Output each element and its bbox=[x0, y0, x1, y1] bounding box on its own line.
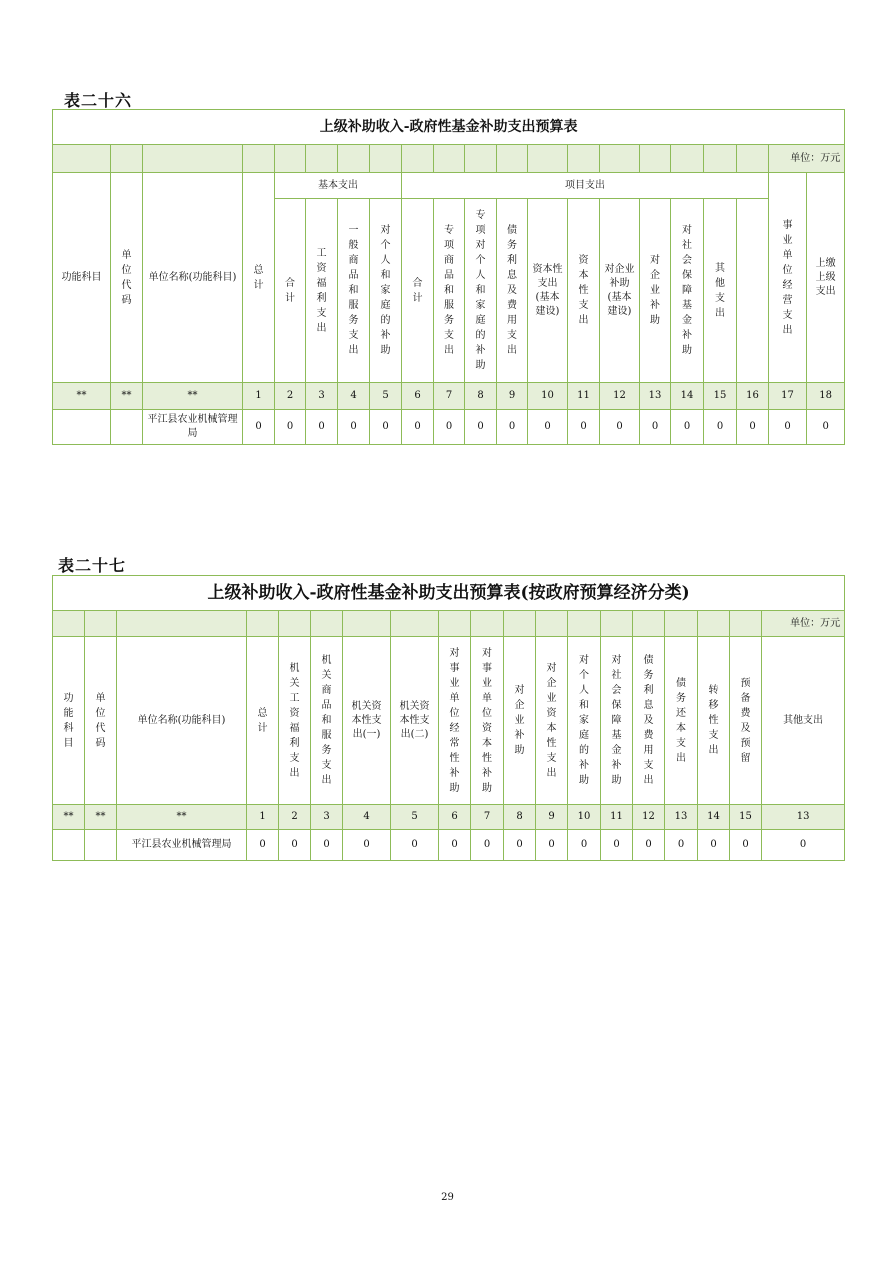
table26-index-row bbox=[53, 383, 845, 410]
index-cell: 13 bbox=[640, 383, 671, 410]
table26-unit: 单位：万元 bbox=[769, 145, 845, 173]
data-cell bbox=[53, 830, 85, 861]
index-cell: 9 bbox=[497, 383, 528, 410]
index-cell: 13 bbox=[762, 805, 845, 830]
index-cell: 17 bbox=[769, 383, 807, 410]
header-project-other: 其他支出 bbox=[704, 199, 737, 383]
data-cell: 0 bbox=[640, 410, 671, 445]
header-project-special-goods: 专项商品和服务支出 bbox=[434, 199, 465, 383]
data-cell: 0 bbox=[601, 830, 633, 861]
index-cell: 2 bbox=[279, 805, 311, 830]
header-personal: 对个人和家庭的补助 bbox=[568, 637, 601, 805]
index-cell: ** bbox=[111, 383, 143, 410]
header-reserve: 预备费及预留 bbox=[730, 637, 762, 805]
index-cell: 12 bbox=[633, 805, 665, 830]
page-number: 29 bbox=[441, 1192, 454, 1203]
header-project-spacer bbox=[737, 199, 769, 383]
header-project-ent-capital: 对企业补助(基本建设) bbox=[600, 199, 640, 383]
data-cell: 0 bbox=[465, 410, 497, 445]
data-cell: 0 bbox=[471, 830, 504, 861]
data-cell: 0 bbox=[275, 410, 306, 445]
header-social: 对社会保障基金补助 bbox=[601, 637, 633, 805]
data-cell: 0 bbox=[807, 410, 845, 445]
table27 bbox=[52, 575, 845, 861]
header-other: 其他支出 bbox=[762, 637, 845, 805]
data-cell: 0 bbox=[370, 410, 402, 445]
header-ent-capital: 对企业资本性支出 bbox=[536, 637, 568, 805]
table27-unit-row bbox=[53, 611, 845, 637]
table26-unit-row bbox=[53, 145, 845, 173]
header-project-debt: 债务利息及费用支出 bbox=[497, 199, 528, 383]
index-cell: 13 bbox=[665, 805, 698, 830]
header-upper: 上缴上级支出 bbox=[807, 173, 845, 383]
header-project-ent: 对企业补助 bbox=[640, 199, 671, 383]
header-operating: 事业单位经营支出 bbox=[769, 173, 807, 383]
table-row bbox=[53, 410, 845, 445]
header-debt-repay: 债务还本支出 bbox=[665, 637, 698, 805]
data-cell: 0 bbox=[730, 830, 762, 861]
index-cell: 18 bbox=[807, 383, 845, 410]
header-project-capital: 资本性支出(基本建设) bbox=[528, 199, 568, 383]
header-basic-goods: 一般商品和服务支出 bbox=[338, 199, 370, 383]
header-func-subject: 功能科目 bbox=[53, 637, 85, 805]
header-project-capital2: 资本性支出 bbox=[568, 199, 600, 383]
header-total: 总计 bbox=[247, 637, 279, 805]
unit-name-cell: 平江县农业机械管理局 bbox=[117, 830, 247, 861]
data-cell: 0 bbox=[311, 830, 343, 861]
header-ent: 对企业补助 bbox=[504, 637, 536, 805]
index-cell: ** bbox=[143, 383, 243, 410]
header-inst-capital: 对事业单位资本性补助 bbox=[471, 637, 504, 805]
index-cell: 14 bbox=[671, 383, 704, 410]
data-cell: 0 bbox=[698, 830, 730, 861]
index-cell: 4 bbox=[343, 805, 391, 830]
table26 bbox=[52, 109, 845, 445]
header-unit-name: 单位名称(功能科目) bbox=[117, 637, 247, 805]
index-cell: 7 bbox=[471, 805, 504, 830]
index-cell: 5 bbox=[391, 805, 439, 830]
data-cell: 0 bbox=[306, 410, 338, 445]
index-cell: 11 bbox=[568, 383, 600, 410]
header-debt-interest: 债务利息及费用支出 bbox=[633, 637, 665, 805]
index-cell: 1 bbox=[243, 383, 275, 410]
table26-label: 表二十六 bbox=[64, 91, 133, 110]
index-cell: 4 bbox=[338, 383, 370, 410]
header-unit-name: 单位名称(功能科目) bbox=[143, 173, 243, 383]
data-cell: 0 bbox=[391, 830, 439, 861]
index-cell: 2 bbox=[275, 383, 306, 410]
index-cell: 15 bbox=[704, 383, 737, 410]
index-cell: 3 bbox=[306, 383, 338, 410]
header-basic-personal: 对个人和家庭的补助 bbox=[370, 199, 402, 383]
data-cell: 0 bbox=[497, 410, 528, 445]
index-cell: 9 bbox=[536, 805, 568, 830]
header-transfer: 转移性支出 bbox=[698, 637, 730, 805]
data-cell: 0 bbox=[343, 830, 391, 861]
index-cell: 16 bbox=[737, 383, 769, 410]
header-inst-regular: 对事业单位经常性补助 bbox=[439, 637, 471, 805]
data-cell: 0 bbox=[504, 830, 536, 861]
header-unit-code: 单位代码 bbox=[85, 637, 117, 805]
data-cell bbox=[85, 830, 117, 861]
data-cell: 0 bbox=[737, 410, 769, 445]
table27-unit: 单位：万元 bbox=[762, 611, 845, 637]
index-cell: 12 bbox=[600, 383, 640, 410]
index-cell: 14 bbox=[698, 805, 730, 830]
data-cell: 0 bbox=[704, 410, 737, 445]
header-capital1: 机关资本性支出(一) bbox=[343, 637, 391, 805]
index-cell: 7 bbox=[434, 383, 465, 410]
header-project-special-personal: 专项对个人和家庭的补助 bbox=[465, 199, 497, 383]
data-cell: 0 bbox=[762, 830, 845, 861]
table27-label: 表二十七 bbox=[58, 556, 127, 575]
header-basic-total: 合计 bbox=[275, 199, 306, 383]
index-cell: ** bbox=[85, 805, 117, 830]
header-basic-expense: 基本支出 bbox=[275, 173, 402, 199]
header-basic-wage: 工资福利支出 bbox=[306, 199, 338, 383]
data-cell bbox=[111, 410, 143, 445]
header-project-total: 合计 bbox=[402, 199, 434, 383]
data-cell: 0 bbox=[439, 830, 471, 861]
data-cell: 0 bbox=[528, 410, 568, 445]
index-cell: 1 bbox=[247, 805, 279, 830]
header-wage: 机关工资福利支出 bbox=[279, 637, 311, 805]
data-cell: 0 bbox=[536, 830, 568, 861]
index-cell: 10 bbox=[568, 805, 601, 830]
unit-name-cell: 平江县农业机械管理局 bbox=[143, 410, 243, 445]
header-goods: 机关商品和服务支出 bbox=[311, 637, 343, 805]
header-project-expense: 项目支出 bbox=[402, 173, 769, 199]
data-cell: 0 bbox=[769, 410, 807, 445]
index-cell: ** bbox=[117, 805, 247, 830]
data-cell: 0 bbox=[243, 410, 275, 445]
header-total: 总计 bbox=[243, 173, 275, 383]
data-cell: 0 bbox=[402, 410, 434, 445]
data-cell: 0 bbox=[600, 410, 640, 445]
data-cell: 0 bbox=[279, 830, 311, 861]
index-cell: 6 bbox=[402, 383, 434, 410]
index-cell: 11 bbox=[601, 805, 633, 830]
header-capital2: 机关资本性支出(二) bbox=[391, 637, 439, 805]
data-cell: 0 bbox=[671, 410, 704, 445]
index-cell: ** bbox=[53, 805, 85, 830]
index-cell: 10 bbox=[528, 383, 568, 410]
data-cell: 0 bbox=[665, 830, 698, 861]
index-cell: 8 bbox=[465, 383, 497, 410]
data-cell bbox=[53, 410, 111, 445]
index-cell: 8 bbox=[504, 805, 536, 830]
header-unit-code: 单位代码 bbox=[111, 173, 143, 383]
index-cell: 5 bbox=[370, 383, 402, 410]
data-cell: 0 bbox=[434, 410, 465, 445]
data-cell: 0 bbox=[338, 410, 370, 445]
data-cell: 0 bbox=[633, 830, 665, 861]
data-cell: 0 bbox=[247, 830, 279, 861]
index-cell: 3 bbox=[311, 805, 343, 830]
table-row bbox=[53, 830, 845, 861]
header-func-subject: 功能科目 bbox=[53, 173, 111, 383]
data-cell: 0 bbox=[568, 410, 600, 445]
index-cell: ** bbox=[53, 383, 111, 410]
header-project-social: 对社会保障基金补助 bbox=[671, 199, 704, 383]
index-cell: 6 bbox=[439, 805, 471, 830]
data-cell: 0 bbox=[568, 830, 601, 861]
index-cell: 15 bbox=[730, 805, 762, 830]
table27-title: 上级补助收入-政府性基金补助支出预算表(按政府预算经济分类) bbox=[53, 576, 845, 611]
table27-index-row bbox=[53, 805, 845, 830]
table26-title: 上级补助收入-政府性基金补助支出预算表 bbox=[53, 110, 845, 145]
